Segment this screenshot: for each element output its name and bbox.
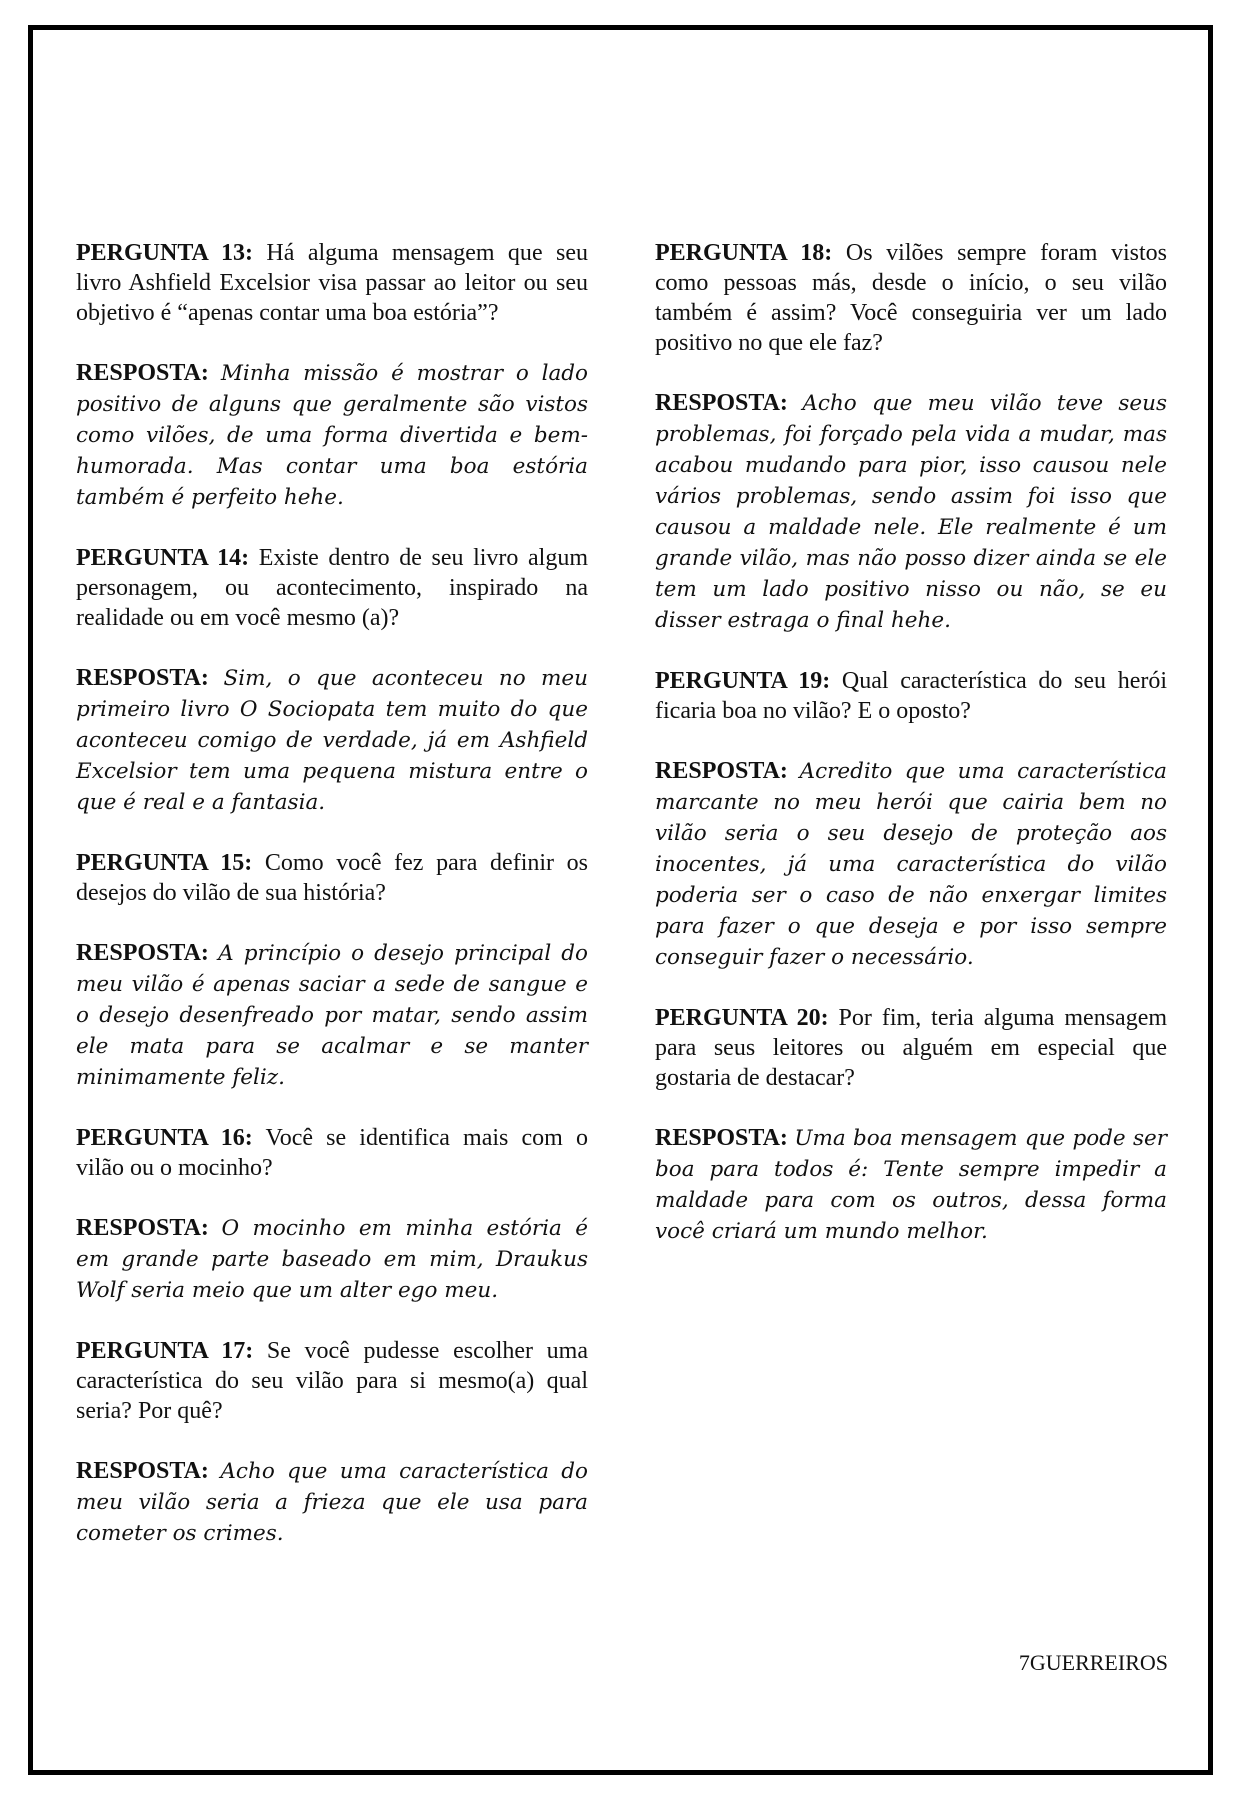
answer-label: RESPOSTA: xyxy=(655,1125,788,1151)
answer-label: RESPOSTA: xyxy=(76,1458,209,1484)
footer-brand: 7GUERREIROS xyxy=(1018,1650,1168,1675)
answer-17 xyxy=(76,1456,588,1549)
question-15 xyxy=(76,848,588,908)
question-label: PERGUNTA 14: xyxy=(76,545,250,571)
answer-text: Uma boa mensagem que pode ser boa para todos é: Tente sempre impedir a maldade para com os outros, dessa forma você criará um mundo melhor. xyxy=(655,1126,1167,1244)
answer-label: RESPOSTA: xyxy=(76,665,209,691)
answer-16 xyxy=(76,1213,588,1306)
question-text: Se você pudesse escolher uma característica do seu vilão para si mesmo(a) qual seria? Por quê? xyxy=(76,1338,588,1424)
answer-18 xyxy=(655,388,1167,636)
question-16 xyxy=(76,1123,588,1183)
question-label: PERGUNTA 16: xyxy=(76,1125,253,1151)
answer-text: Acredito que uma característica marcante no meu herói que cairia bem no vilão seria o seu desejo de proteção aos inocentes, já uma característica do vilão poderia ser o caso de não enxergar limites para fazer o que deseja e por isso sempre conseguir fazer o necessário. xyxy=(655,759,1168,970)
question-18 xyxy=(655,238,1167,358)
answer-13 xyxy=(76,358,588,513)
answer-label: RESPOSTA: xyxy=(655,758,788,784)
answer-label: RESPOSTA: xyxy=(655,390,788,416)
answer-20 xyxy=(655,1123,1167,1247)
question-text: Existe dentro de seu livro algum personagem, ou acontecimento, inspirado na realidade ou em você mesmo (a)? xyxy=(76,545,588,631)
question-13 xyxy=(76,238,588,328)
question-20 xyxy=(655,1003,1167,1093)
answer-14 xyxy=(76,663,588,818)
question-17 xyxy=(76,1336,588,1426)
question-text: Como você fez para definir os desejos do vilão de sua história? xyxy=(76,850,589,906)
question-label: PERGUNTA 15: xyxy=(76,850,253,876)
question-14 xyxy=(76,543,588,633)
answer-text: Acho que uma característica do meu vilão seria a frieza que ele usa para cometer os crimes. xyxy=(76,1459,589,1546)
question-label: PERGUNTA 18: xyxy=(655,240,833,266)
left-column xyxy=(76,238,588,1579)
answer-text: Acho que meu vilão teve seus problemas, foi forçado pela vida a mudar, mas acabou mudando para pior, isso causou nele vários problemas, sendo assim foi isso que causou a maldade nele. Ele realmente é um grande vilão, mas não posso dizer ainda se ele tem um lado positivo nisso ou não, se eu disser estraga o final hehe. xyxy=(655,391,1167,633)
answer-text: O mocinho em minha estória é em grande parte baseado em mim, Draukus Wolf seria meio que um alter ego meu. xyxy=(76,1216,588,1303)
question-label: PERGUNTA 13: xyxy=(76,240,253,266)
answer-text: A princípio o desejo principal do meu vilão é apenas saciar a sede de sangue e o desejo desenfreado por matar, sendo assim ele mata para se acalmar e se manter minimamente feliz. xyxy=(76,941,589,1090)
question-text: Há alguma mensagem que seu livro Ashfield Excelsior visa passar ao leitor ou seu objetivo é “apenas contar uma boa estória”? xyxy=(76,240,589,326)
answer-label: RESPOSTA: xyxy=(76,940,209,966)
question-label: PERGUNTA 19: xyxy=(655,668,831,694)
question-label: PERGUNTA 20: xyxy=(655,1005,829,1031)
answer-19 xyxy=(655,756,1167,973)
right-column xyxy=(655,238,1167,1277)
answer-text: Minha missão é mostrar o lado positivo de alguns que geralmente são vistos como vilões, de uma forma divertida e bem-humorada. Mas contar uma boa estória também é perfeito hehe. xyxy=(76,361,588,510)
question-text: Qual característica do seu herói ficaria boa no vilão? E o oposto? xyxy=(655,668,1168,724)
question-19 xyxy=(655,666,1167,726)
question-text: Você se identifica mais com o vilão ou o mocinho? xyxy=(76,1125,588,1181)
question-text: Por fim, teria alguma mensagem para seus leitores ou alguém em especial que gostaria de destacar? xyxy=(655,1005,1168,1091)
answer-text: Sim, o que aconteceu no meu primeiro livro O Sociopata tem muito do que aconteceu comigo de verdade, já em Ashfield Excelsior tem uma pequena mistura entre o que é real e a fantasia. xyxy=(76,666,589,815)
answer-label: RESPOSTA: xyxy=(76,1215,209,1241)
question-text: Os vilões sempre foram vistos como pessoas más, desde o início, o seu vilão também é assim? Você conseguiria ver um lado positivo no que ele faz? xyxy=(655,240,1168,356)
question-label: PERGUNTA 17: xyxy=(76,1338,254,1364)
answer-15 xyxy=(76,938,588,1093)
answer-label: RESPOSTA: xyxy=(76,360,209,386)
